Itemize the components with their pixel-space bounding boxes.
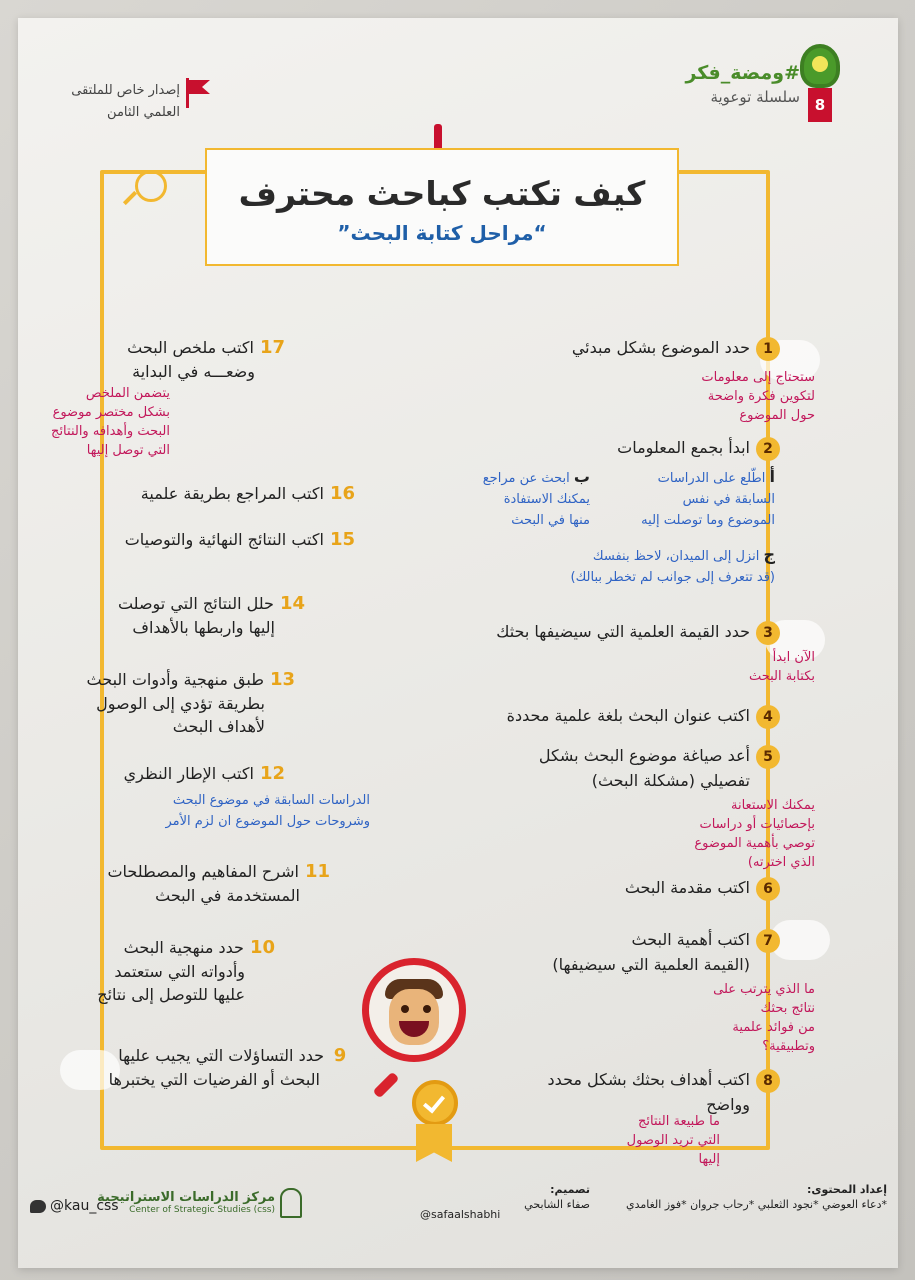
step-number: 11 (304, 861, 330, 882)
step-text: ابدأ بجمع المعلومات (617, 438, 750, 457)
step-2-sub-b (440, 466, 590, 531)
sub-letter: أ (769, 467, 775, 486)
step-11 (107, 860, 330, 907)
step-13 (87, 668, 295, 738)
mascot-eye (401, 1005, 409, 1013)
step-text: أعد صياغة موضوع البحث بشكل (538, 746, 750, 765)
step-text: اكتب المراجع بطريقة علمية (140, 484, 324, 503)
step-text: عليها للتوصل إلى نتائج (97, 985, 245, 1004)
step-text: وضعـــه في البداية (132, 362, 255, 381)
step-text: البحث أو الفرضيات التي يختبرها (108, 1070, 320, 1089)
note-line: ابحث عن مراجع (482, 471, 570, 486)
note-line: لتكوين فكرة واضحة (707, 389, 815, 404)
step-number: 10 (249, 937, 275, 958)
issue-number-badge: 8 (808, 88, 832, 122)
step-number: 5 (756, 745, 780, 769)
center-name-en: Center of Strategic Studies (css) (129, 1205, 275, 1215)
step-text: طبق منهجية وأدوات البحث (86, 670, 264, 689)
special-edition-note (40, 80, 180, 124)
step-number: 8 (756, 1069, 780, 1093)
step-text: اكتب أهمية البحث (631, 930, 750, 949)
step-2-sub-c (515, 544, 775, 588)
lightbulb-logo-icon (800, 44, 840, 88)
note-line: بكتابة البحث (748, 669, 815, 684)
step-12 (124, 762, 285, 786)
note-line: التي تريد الوصول (626, 1133, 720, 1148)
note-line: ستحتاج إلى معلومات (701, 370, 815, 385)
step-17 (127, 336, 285, 383)
step-6 (625, 876, 780, 901)
mascot-eye (423, 1005, 431, 1013)
note-line: حول الموضوع (739, 408, 815, 423)
step-text: اكتب النتائج النهائية والتوصيات (124, 530, 324, 549)
page-subtitle: “مراحل كتابة البحث” (337, 221, 547, 245)
center-logo-icon (280, 1188, 302, 1218)
step-number: 9 (333, 1045, 347, 1066)
note-line: يتضمن الملخص (85, 386, 170, 401)
step-3-note (675, 648, 815, 686)
content-credits-names: *دعاء العوضي *نجود الثعلبي *رحاب جروان *فوز الغامدي (625, 1198, 887, 1211)
note-line: ما الذي يترتب على (713, 982, 815, 997)
note-line: الذي اخترته) (747, 855, 815, 870)
step-5-note (635, 796, 815, 872)
note-line: من فوائد علمية (732, 1020, 815, 1035)
center-name-ar: مركز الدراسات الاستراتيجية (97, 1190, 275, 1205)
note-line: الموضوع وما توصلت إليه (641, 513, 775, 528)
step-17-note (20, 384, 170, 460)
step-2-sub-a (605, 466, 775, 531)
special-edition-line-1: إصدار خاص للملتقى (71, 83, 180, 98)
step-text: اكتب مقدمة البحث (624, 878, 750, 897)
step-8-note (580, 1112, 720, 1169)
series-branding (640, 62, 800, 106)
flag-icon (186, 78, 210, 108)
magnifier-icon (135, 170, 167, 202)
step-number: 6 (756, 877, 780, 901)
step-text: (القيمة العلمية التي سيضيفها) (552, 955, 750, 974)
step-number: 4 (756, 705, 780, 729)
step-10 (97, 936, 275, 1006)
step-number: 16 (329, 483, 355, 504)
step-text: حدد الموضوع بشكل مبدئي (571, 338, 750, 357)
medal-icon (412, 1080, 458, 1126)
center-branding (95, 1190, 275, 1215)
note-line: يمكنك الاستفادة (503, 492, 590, 507)
note-line: وشروحات حول الموضوع ان لزم الأمر (165, 814, 370, 829)
special-edition-line-2: العلمي الثامن (107, 105, 180, 120)
note-line: الآن ابدأ (772, 650, 815, 665)
mascot-magnifier-illustration (362, 958, 466, 1062)
note-line: السابقة في نفس (682, 492, 775, 507)
step-number: 2 (756, 437, 780, 461)
step-text: حلل النتائج التي توصلت (117, 594, 274, 613)
page-title: كيف تكتب كباحث محترف (238, 174, 646, 213)
step-text: إليها واربطها بالأهداف (132, 618, 275, 637)
note-line: إليها (698, 1152, 720, 1167)
step-5 (539, 744, 780, 792)
note-line: البحث وأهدافه والنتائج (51, 424, 170, 439)
note-line: التي توصل إليها (86, 443, 170, 458)
step-7-note (655, 980, 815, 1056)
title-card (205, 148, 679, 266)
step-number: 1 (756, 337, 780, 361)
note-line: ما طبيعة النتائج (637, 1114, 720, 1129)
step-number: 14 (279, 593, 305, 614)
note-line: اطّلع على الدراسات (657, 471, 766, 486)
step-text: اكتب أهداف بحثك بشكل محدد (547, 1070, 750, 1089)
step-text: تفصيلي (مشكلة البحث) (591, 771, 750, 790)
note-line: بشكل مختصر موضوع (52, 405, 170, 420)
twitter-handle-text: @kau_css (50, 1198, 119, 1214)
content-credits (575, 1182, 887, 1212)
step-16 (141, 482, 355, 506)
step-text: بطريقة تؤدي إلى الوصول (96, 694, 265, 713)
twitter-icon (30, 1200, 46, 1213)
checkmark-icon (423, 1090, 445, 1113)
step-number: 7 (756, 929, 780, 953)
sub-letter: ب (573, 467, 590, 486)
step-text: اكتب الإطار النظري (123, 764, 254, 783)
step-number: 17 (259, 337, 285, 358)
twitter-handle (30, 1198, 119, 1214)
step-1 (572, 336, 780, 361)
step-2 (617, 436, 780, 461)
design-credits-label: تصميم: (550, 1183, 590, 1196)
note-line: الدراسات السابقة في موضوع البحث (172, 793, 370, 808)
step-3 (496, 620, 780, 645)
note-line: نتائج بحثك (760, 1001, 815, 1016)
note-line: توصي بأهمية الموضوع (694, 836, 815, 851)
step-text: المستخدمة في البحث (155, 886, 300, 905)
step-1-note (615, 368, 815, 425)
note-line: (قد تتعرف إلى جوانب لم تخطر ببالك) (570, 570, 775, 585)
step-4 (507, 704, 780, 729)
sub-letter: ج (763, 545, 775, 564)
note-line: منها في البحث (511, 513, 590, 528)
note-line: وتطبيقية؟ (762, 1039, 815, 1054)
step-text: اكتب ملخص البحث (127, 338, 254, 357)
series-name: سلسلة توعوية (710, 88, 800, 106)
step-text: حدد منهجية البحث (123, 938, 244, 957)
step-text: حدد التساؤلات التي يجيب عليها (118, 1046, 324, 1065)
step-number: 12 (259, 763, 285, 784)
step-number: 13 (269, 669, 295, 690)
step-12-note (110, 790, 370, 832)
step-9 (109, 1044, 350, 1091)
step-8 (548, 1068, 780, 1116)
step-text: وواضح (706, 1095, 750, 1114)
series-hashtag: #ومضة_فكر (685, 62, 800, 84)
step-text: اشرح المفاهيم والمصطلحات (107, 862, 299, 881)
step-14 (118, 592, 305, 639)
step-15 (125, 528, 355, 552)
note-line: بإحصائيات أو دراسات (699, 817, 815, 832)
content-credits-label: إعداد المحتوى: (807, 1183, 887, 1196)
note-line: يمكنك الاستعانة (731, 798, 815, 813)
step-number: 3 (756, 621, 780, 645)
step-7 (552, 928, 780, 976)
step-text: وأدواته التي ستعتمد (114, 962, 245, 981)
step-number: 15 (329, 529, 355, 550)
step-text: اكتب عنوان البحث بلغة علمية محددة (506, 706, 750, 725)
step-text: لأهداف البحث (172, 717, 265, 736)
step-text: حدد القيمة العلمية التي سيضيفها بحثك (496, 622, 750, 641)
designer-handle: @safaalshabhi (420, 1208, 501, 1221)
note-line: انزل إلى الميدان، لاحظ بنفسك (592, 549, 760, 564)
design-credits-name: صفاء الشابحي (524, 1198, 590, 1211)
